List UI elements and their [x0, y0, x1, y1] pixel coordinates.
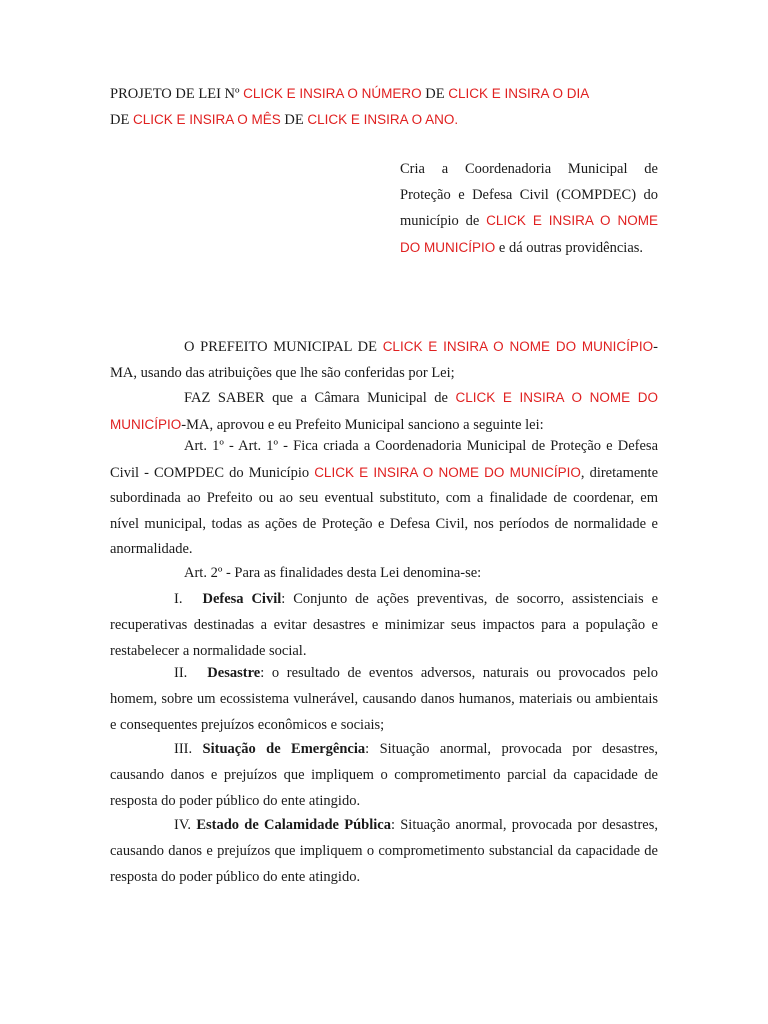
item-i-text: : Conjunto de ações preventivas, de socorro, assistenciais e recuperativas destinadas a evitar desastres e minimizar seus impactos para a população e restabelecer a normalidade social. [110, 591, 659, 659]
p2-text-a: FAZ SABER que a Câmara Municipal de [184, 390, 456, 406]
item-ii [110, 660, 658, 738]
item-iv-text: : Situação anormal, provocada por desastres, causando danos e prejuízos que impliquem o comprometimento substancial da capacidade de resposta do poder público do ente atingido. [110, 817, 659, 885]
art1-text-b: , diretamente subordinada ao Prefeito ou ao seu eventual substituto, com a finalidade de coordenar, em nível municipal, todas as ações de Proteção e Defesa Civil, nos períodos de normalidade e anormalidade. [110, 464, 659, 557]
ementa-text-2: e dá outras providências. [495, 239, 644, 256]
placeholder-day[interactable]: CLICK E INSIRA O DIA [448, 86, 590, 101]
paragraph-faz-saber [110, 385, 658, 438]
ementa [400, 157, 658, 261]
item-ii-text: : o resultado de eventos adversos, naturais ou provocados pelo homem, sobre um ecossistema vulnerável, causando danos humanos, materiais ou ambientais e consequentes prejuízos econômicos e sociais; [110, 665, 658, 733]
item-iii-term: Situação de Emergência [202, 741, 366, 757]
placeholder-municipality-4[interactable]: CLICK E INSIRA O NOME DO MUNICÍPIO [314, 464, 581, 480]
title-de: DE [421, 86, 449, 102]
ementa-text-1: Cria a Coordenadoria Municipal de Proteção e Defesa Civil (COMPDEC) do município de [400, 161, 658, 229]
item-ii-term: Desastre [207, 665, 261, 681]
item-iv [110, 812, 658, 890]
placeholder-number[interactable]: CLICK E INSIRA O NÚMERO [243, 86, 422, 101]
placeholder-year[interactable]: CLICK E INSIRA O ANO. [307, 112, 459, 127]
title-prefix: PROJETO DE LEI Nº [110, 86, 244, 102]
paragraph-prefeito [110, 334, 658, 386]
item-iii-text: : Situação anormal, provocada por desastres, causando danos e prejuízos que impliquem o comprometimento parcial da capacidade de resposta do poder público do ente atingido. [110, 741, 658, 809]
p1-text-b: -MA, usando das atribuições que lhe são conferidas por Lei; [110, 339, 658, 381]
item-ii-number: II. [174, 665, 188, 681]
item-i [110, 586, 658, 664]
p1-text-a: O PREFEITO MUNICIPAL DE [184, 339, 383, 355]
art1-text-a: Art. 1º - Art. 1º - Fica criada a Coordenadoria Municipal de Proteção e Defesa Civil - COMPDEC do Município [110, 438, 658, 481]
title-line-2 [110, 110, 458, 130]
placeholder-month[interactable]: CLICK E INSIRA O MÊS [132, 112, 281, 127]
item-iv-term: Estado de Calamidade Pública [196, 817, 391, 833]
item-iv-number: IV. [174, 817, 192, 833]
placeholder-municipality[interactable]: CLICK E INSIRA O NOME DO MUNICÍPIO [400, 213, 658, 255]
item-i-number: I. [174, 591, 183, 607]
placeholder-municipality-3[interactable]: CLICK E INSIRA O NOME DO MUNICÍPIO [110, 390, 658, 432]
article-2: Art. 2º - Para as finalidades desta Lei denomina-se: [184, 565, 482, 581]
article-1 [110, 434, 658, 563]
item-iii [110, 736, 658, 814]
placeholder-municipality-2[interactable]: CLICK E INSIRA O NOME DO MUNICÍPIO [382, 339, 654, 354]
title-de-2: DE [110, 112, 133, 128]
title-line-1 [110, 84, 589, 104]
item-i-term: Defesa Civil [202, 591, 282, 607]
p2-text-b: -MA, aprovou e eu Prefeito Municipal sanciono a seguinte lei: [181, 416, 544, 433]
title-de-3: DE [280, 112, 308, 128]
item-iii-number: III. [174, 741, 193, 757]
